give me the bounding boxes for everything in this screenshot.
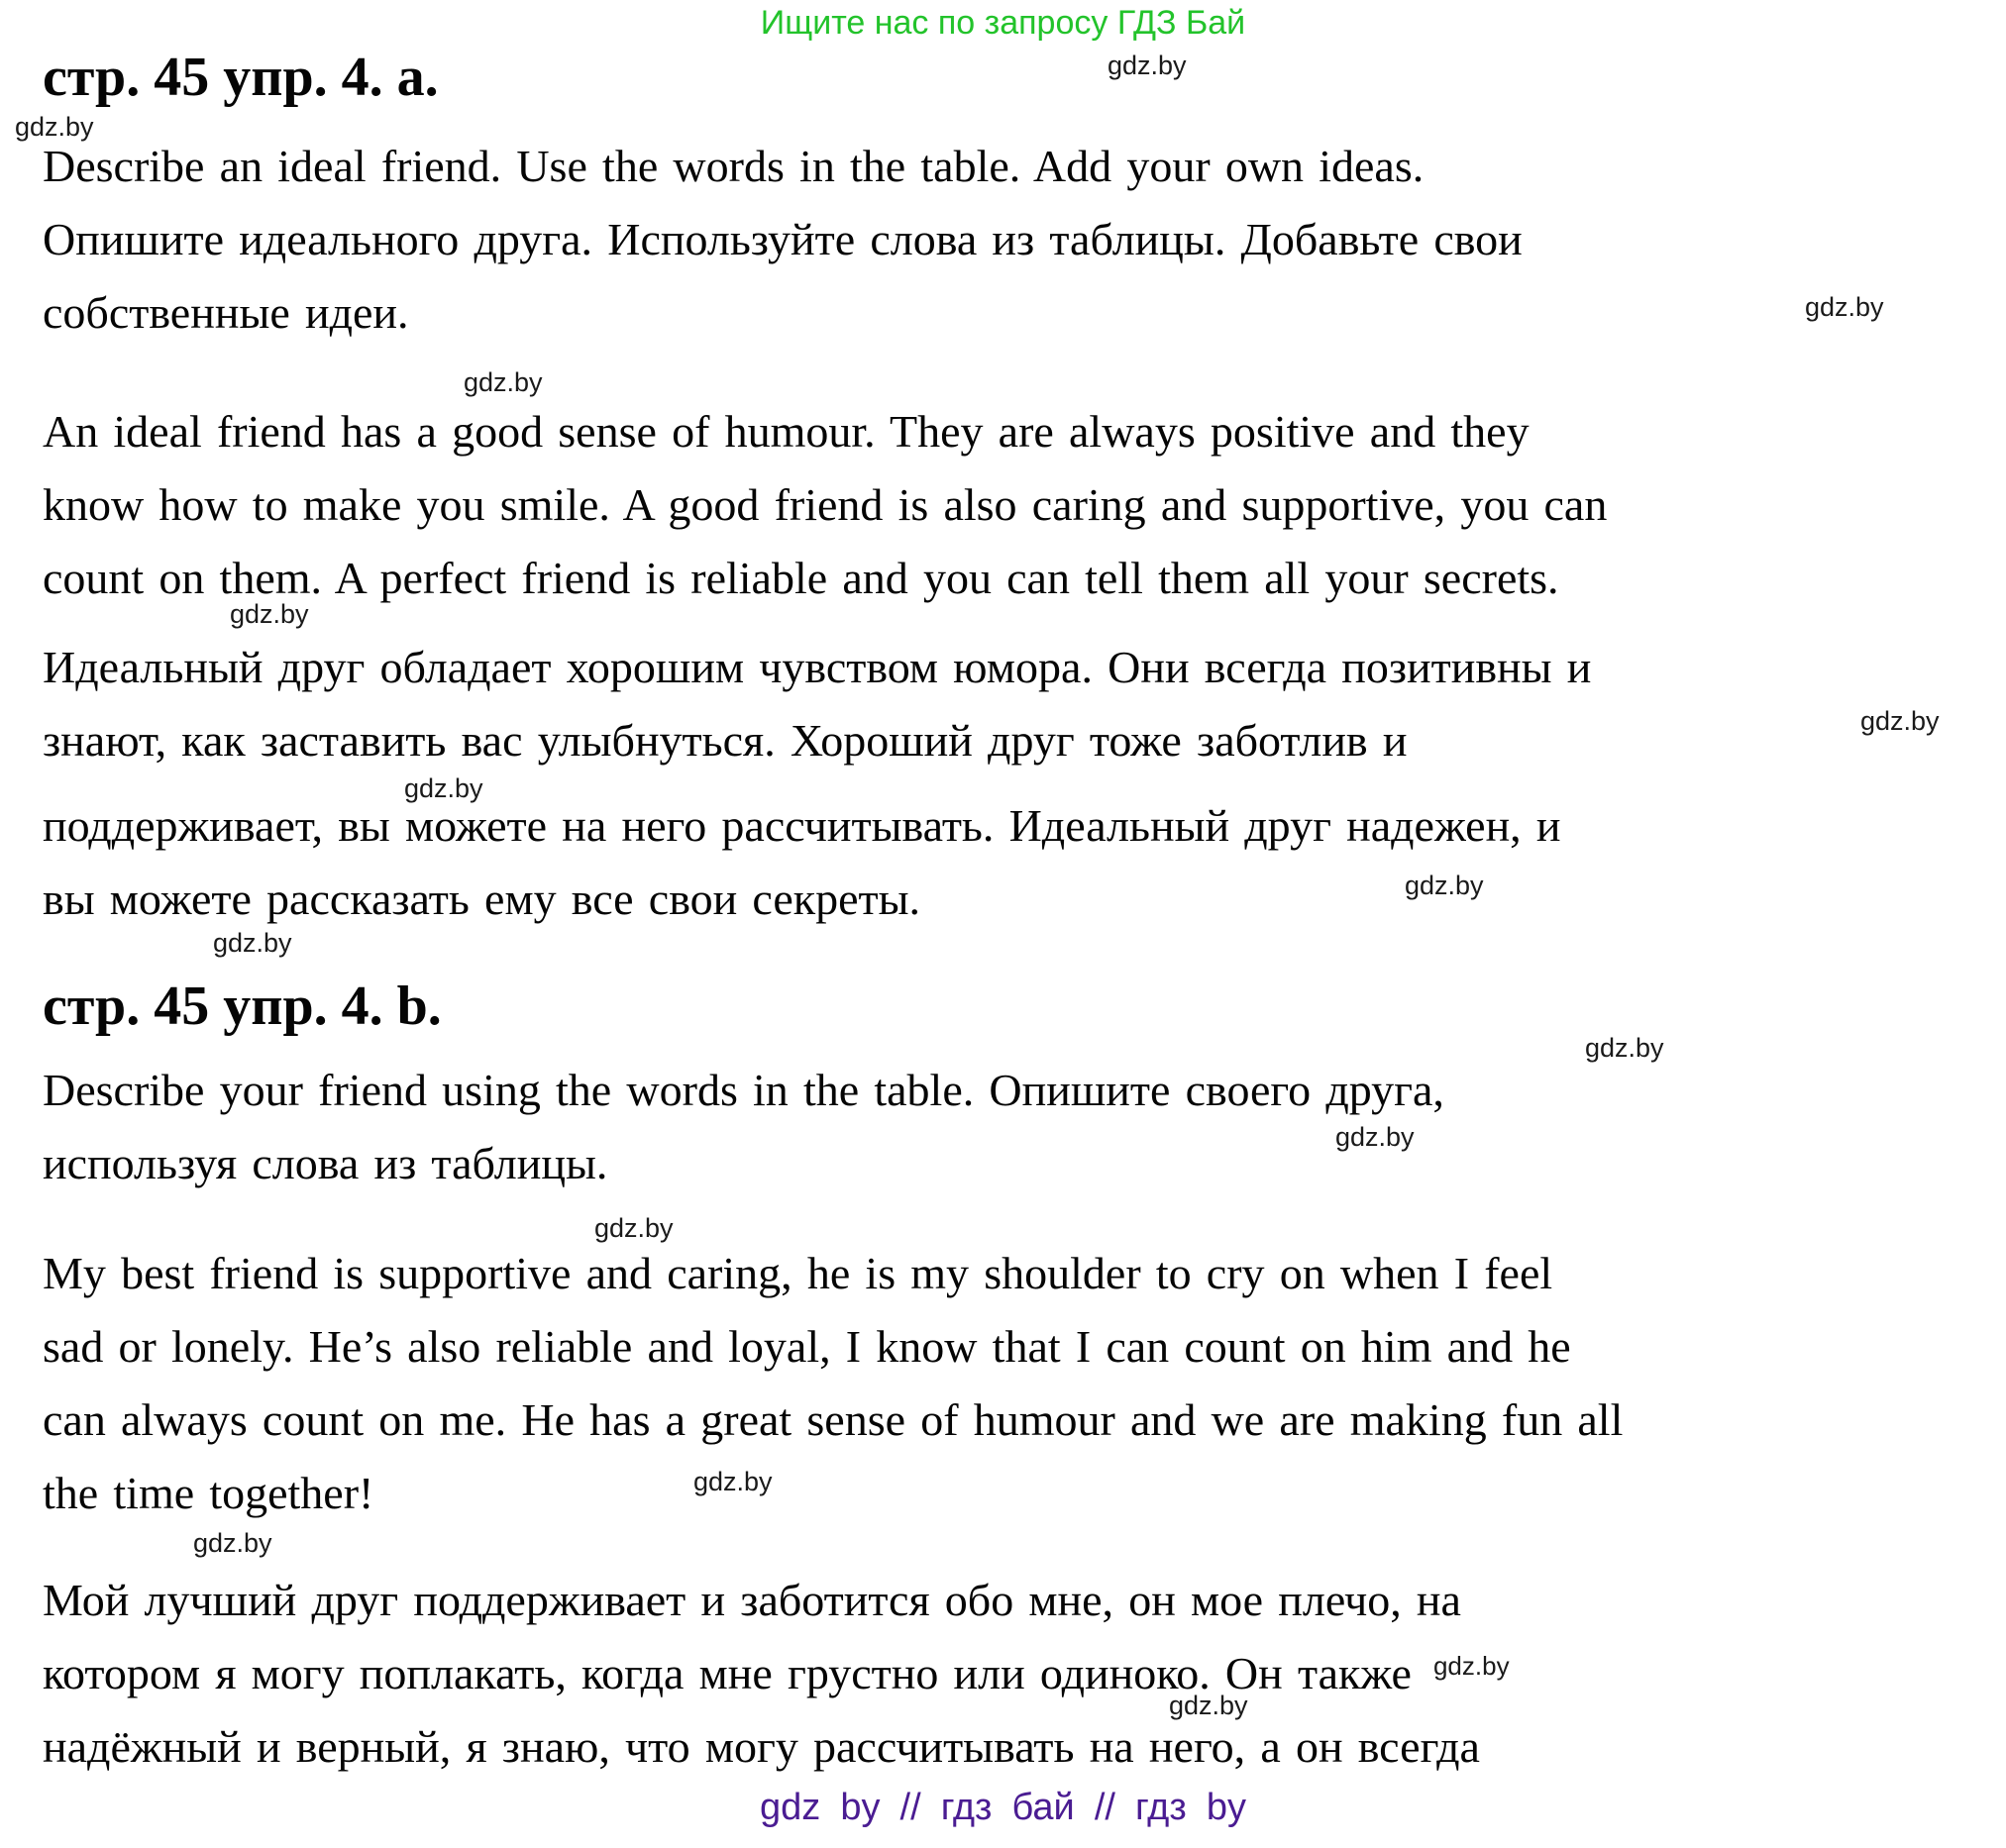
section-a-task-line: Опишите идеального друга. Используйте слова из таблицы. Добавьте свои [43, 214, 1523, 264]
gdz-watermark-superscript: gdz.by [1432, 1651, 1510, 1681]
section-b-answer-line: My best friend is supportive and caring, he is my shoulder to cry on when I feel [43, 1248, 1553, 1298]
section-a-answer-line: An ideal friend has a good sense of humour. They are always positive and they [43, 406, 1530, 457]
section-a-task-line: Describe an ideal friend. Use the words in the table. Add your own ideas. [43, 141, 1425, 191]
section-a-answer-line: know how to make you smile. A good friend is also caring and supportive, you can [43, 479, 1608, 530]
gdz-watermark: gdz.by [1585, 1033, 1664, 1063]
gdz-watermark: gdz.by [464, 367, 543, 397]
section-b-heading: стр. 45 упр. 4. b. [43, 975, 442, 1037]
section-b-translation-text: котором я могу поплакать, когда мне грустно или одиноко. Он также [43, 1648, 1412, 1698]
section-a-translation-line: вы можете рассказать ему все свои секреты. [43, 873, 921, 924]
section-b-translation-line: Мой лучший друг поддерживает и заботится обо мне, он мое плечо, на [43, 1575, 1461, 1625]
gdz-watermark: gdz.by [693, 1467, 773, 1496]
gdz-watermark: gdz.by [1169, 1691, 1248, 1720]
gdz-watermark: gdz.by [230, 599, 309, 629]
section-b-answer-line: sad or lonely. He’s also reliable and loyal, I know that I can count on him and he [43, 1321, 1571, 1372]
footer-branding: gdz by // гдз бай // гдз by [760, 1787, 1246, 1828]
section-a-translation-line: знают, как заставить вас улыбнуться. Хороший друг тоже заботлив и [43, 715, 1408, 766]
gdz-watermark: gdz.by [213, 928, 292, 958]
section-a-translation-line: Идеальный друг обладает хорошим чувством юмора. Они всегда позитивны и [43, 642, 1592, 692]
gdz-watermark: gdz.by [1805, 292, 1884, 322]
section-a-answer-line: count on them. A perfect friend is reliable and you can tell them all your secrets. [43, 553, 1559, 603]
section-b-answer-line: the time together! [43, 1468, 374, 1518]
section-b-task-line: используя слова из таблицы. [43, 1138, 608, 1188]
section-b-answer-line: can always count on me. He has a great sense of humour and we are making fun all [43, 1394, 1624, 1445]
gdz-watermark: gdz.by [1405, 871, 1484, 900]
gdz-watermark: gdz.by [1860, 706, 1940, 736]
section-a-heading: стр. 45 упр. 4. a. [43, 47, 439, 108]
section-b-task-line: Describe your friend using the words in the table. Опишите своего друга, [43, 1065, 1444, 1115]
gdz-watermark: gdz.by [15, 112, 94, 142]
promo-banner: Ищите нас по запросу ГДЗ Бай [760, 4, 1246, 42]
section-a-task-line: собственные идеи. [43, 287, 409, 338]
gdz-watermark: gdz.by [193, 1528, 272, 1558]
gdz-watermark: gdz.by [404, 773, 483, 803]
section-b-translation-line: надёжный и верный, я знаю, что могу рассчитывать на него, а он всегда [43, 1721, 1480, 1772]
gdz-watermark: gdz.by [1108, 51, 1187, 80]
gdz-watermark: gdz.by [1335, 1122, 1415, 1152]
section-a-translation-line: поддерживает, вы можете на него рассчитывать. Идеальный друг надежен, и [43, 800, 1561, 851]
section-b-translation-line [43, 1648, 1510, 1698]
gdz-watermark: gdz.by [594, 1213, 674, 1243]
